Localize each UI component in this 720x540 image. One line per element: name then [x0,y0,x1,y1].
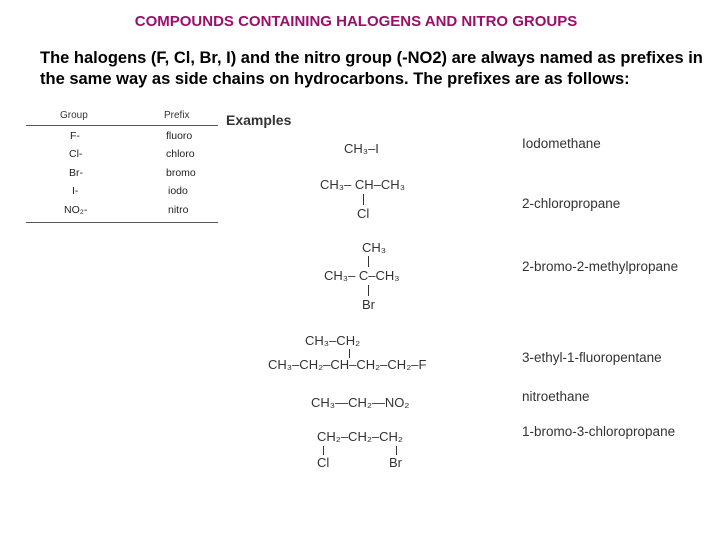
table-cell-prefix: chloro [166,148,195,160]
substituent-cl: Cl [357,206,370,221]
substituent-ethyl: CH₃–CH₂ [305,333,361,348]
table-cell-prefix: nitro [168,204,189,216]
table-cell-group: NO₂- [64,204,88,216]
substituent-cl: Cl [317,455,330,470]
table-rule-bottom [26,222,218,223]
table-cell-group: I- [72,185,79,197]
table-cell-prefix: fluoro [166,130,193,142]
table-cell-group: Cl- [69,148,83,160]
table-cell-prefix: bromo [166,167,196,179]
page-title: COMPOUNDS CONTAINING HALOGENS AND NITRO GROUPS [134,13,578,30]
name-2-bromo-2-methylpropane: 2-bromo-2-methylpropane [522,259,679,274]
substituent-br: Br [389,455,402,470]
substituent-br: Br [362,297,375,312]
formula-2-chloropropane: CH₃– CH–CH₃ [320,177,405,192]
formula-iodomethane: CH₃–I [344,141,379,156]
table-rule-top [26,125,218,126]
examples-heading: Examples [226,112,292,128]
substituent-ch3: CH₃ [362,240,387,255]
table-cell-group: F- [70,130,80,142]
table-cell-group: Br- [69,167,83,179]
table-header-prefix: Prefix [164,110,190,121]
bond-line [368,256,369,267]
name-nitroethane: nitroethane [522,389,590,404]
name-1-bromo-3-chloropropane: 1-bromo-3-chloropropane [522,424,676,439]
formula-1-bromo-3-chloropropane: CH₂–CH₂–CH₂ [317,429,403,444]
bond-line [363,194,364,205]
intro-paragraph: The halogens (F, Cl, Br, I) and the nitro group (-NO2) are always named as prefixes in the same way as side chains on hydrocarbons. The prefixes are as follows: [40,49,703,88]
bond-line [396,446,397,455]
name-iodomethane: Iodomethane [522,136,601,151]
formula-2-bromo-2-methylpropane: CH₃– C–CH₃ [324,268,400,283]
name-2-chloropropane: 2-chloropropane [522,196,621,211]
name-3-ethyl-1-fluoropentane: 3-ethyl-1-fluoropentane [522,350,662,365]
formula-nitroethane: CH₃—CH₂—NO₂ [311,395,410,410]
bond-line [323,446,324,455]
table-header-group: Group [60,110,88,121]
bond-line [368,285,369,296]
table-cell-prefix: iodo [168,185,188,197]
formula-3-ethyl-1-fluoropentane: CH₃–CH₂–CH–CH₂–CH₂–F [268,357,427,372]
